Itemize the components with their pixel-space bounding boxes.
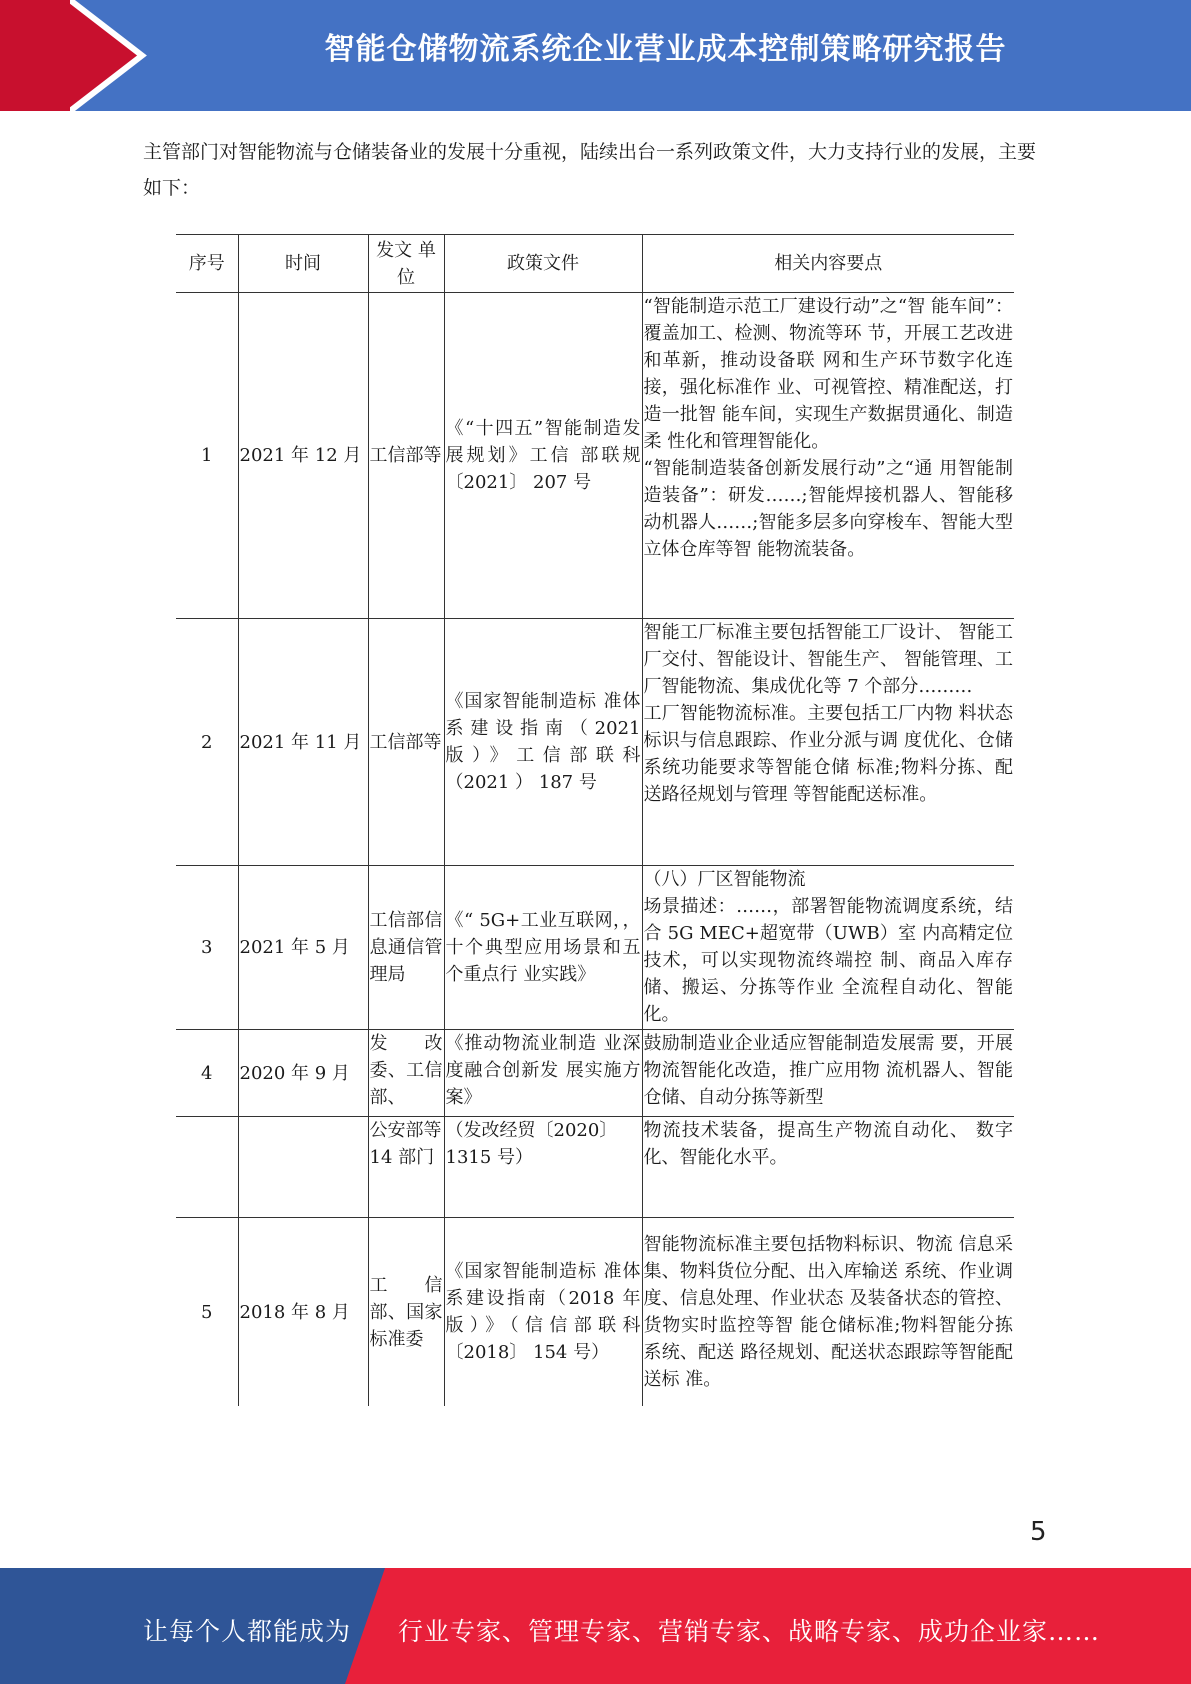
cell-unit: 工信部等	[368, 619, 444, 866]
points-para-1: “智能制造示范工厂建设行动”之“智 能车间”：覆盖加工、检测、物流等环 节，开展工艺改进和革新，推动设备联 网和生产环节数字化连接，强化标准作 业、可视管控、精准配送，打造一批智 能车间，实现生产数据贯通化、制造柔 性化和管理智能化。	[643, 296, 1013, 452]
report-title: 智能仓储物流系统企业营业成本控制策略研究报告	[324, 32, 1007, 67]
table-row	[176, 619, 1014, 866]
cell-time	[238, 1117, 368, 1218]
cell-unit: 发 改 委、工信部、	[368, 1030, 444, 1117]
table-row	[176, 1030, 1014, 1117]
cell-time: 2021 年 12 月	[238, 293, 368, 619]
cell-doc: 《推动物流业制造 业深度融合创新发 展实施方案》	[444, 1030, 642, 1117]
points-para-1: （八）厂区智能物流	[643, 869, 806, 890]
cell-unit: 公安部等 14 部门	[368, 1117, 444, 1218]
cell-doc: 《“ 5G+工业互联网，，十个典型应用场景和五个重点行 业实践》	[444, 866, 642, 1030]
table-row	[176, 1218, 1014, 1407]
col-header-points: 相关内容要点	[642, 235, 1014, 293]
header-banner	[0, 0, 1191, 111]
cell-points	[642, 866, 1014, 1030]
header-red-block	[0, 0, 70, 111]
col-header-time: 时间	[238, 235, 368, 293]
cell-no: 3	[176, 866, 238, 1030]
table-row	[176, 866, 1014, 1030]
cell-time: 2018 年 8 月	[238, 1218, 368, 1407]
cell-no: 5	[176, 1218, 238, 1407]
cell-unit: 工信部信息通信管理局	[368, 866, 444, 1030]
cell-no: 2	[176, 619, 238, 866]
cell-points	[642, 293, 1014, 619]
points-para-1: 智能工厂标准主要包括智能工厂设计、 智能工厂交付、智能设计、智能生产、 智能管理、工厂智能物流、集成优化等 7 个部分………	[643, 622, 1013, 697]
cell-unit: 工信部等	[368, 293, 444, 619]
intro-paragraph: 主管部门对智能物流与仓储装备业的发展十分重视，陆续出台一系列政策文件，大力支持行业的发展，主要如下：	[143, 141, 1037, 199]
cell-points: 鼓励制造业企业适应智能制造发展需 要，开展物流智能化改造，推广应用物 流机器人、智能仓储、自动分拣等新型	[642, 1030, 1014, 1117]
table-row	[176, 1117, 1014, 1218]
points-para-2: 场景描述：……，部署智能物流调度系统，结合 5G MEC+超宽带（UWB）室 内高精定位技术，可以实现物流终端控 制、商品入库存储、搬运、分拣等作业 全流程自动化、智能化。	[643, 896, 1013, 1025]
col-header-doc: 政策文件	[444, 235, 642, 293]
footer-banner	[0, 1568, 1191, 1684]
col-header-no: 序号	[176, 235, 238, 293]
footer-slogan-left: 让每个人都能成为	[143, 1617, 352, 1646]
cell-doc: （发改经贸〔2020〕 1315 号）	[444, 1117, 642, 1218]
page-number: 5	[1030, 1517, 1047, 1547]
cell-doc: 《国家智能制造标 准体系建设指南（2018 年版）》（信信部联科〔2018〕 154 号）	[444, 1218, 642, 1407]
policy-table	[176, 234, 1014, 1406]
col-header-unit: 发文 单位	[368, 235, 444, 293]
cell-doc: 《“十四五”智能制造发展规划》工信 部联规〔2021〕 207 号	[444, 293, 642, 619]
cell-no	[176, 1117, 238, 1218]
points-para-2: “智能制造装备创新发展行动”之“通 用智能制造装备”：研发……;智能焊接机器人、智能移动机器人……;智能多层多向穿梭车、智能大型立体仓库等智 能物流装备。	[643, 458, 1013, 560]
cell-no: 1	[176, 293, 238, 619]
cell-unit: 工 信 部、国家标准委	[368, 1218, 444, 1407]
cell-doc: 《国家智能制造标 准体系建设指南（2021 版）》工信部联科（2021 ） 187 号	[444, 619, 642, 866]
cell-time: 2021 年 5 月	[238, 866, 368, 1030]
cell-points: 物流技术装备，提高生产物流自动化、 数字化、智能化水平。	[642, 1117, 1014, 1218]
points-para-2: 工厂智能物流标准。主要包括工厂内物 料状态标识与信息跟踪、作业分派与调 度优化、仓储系统功能要求等智能仓储 标准;物料分拣、配送路径规划与管理 等智能配送标准。	[643, 703, 1013, 805]
cell-time: 2020 年 9 月	[238, 1030, 368, 1117]
cell-time: 2021 年 11 月	[238, 619, 368, 866]
cell-points	[642, 619, 1014, 866]
table-header-row	[176, 235, 1014, 293]
cell-points: 智能物流标准主要包括物料标识、物流 信息采集、物料货位分配、出入库输送 系统、作业调度、信息处理、作业状态 及装备状态的管控、货物实时监控等智 能仓储标准;物料智能分拣系统、配送 路径规划、配送状态跟踪等智能配送标 准。	[642, 1218, 1014, 1407]
cell-no: 4	[176, 1030, 238, 1117]
table-row	[176, 293, 1014, 619]
footer-slogan-right: 行业专家、管理专家、营销专家、战略专家、成功企业家……	[398, 1617, 1101, 1646]
header-chevron-icon	[70, 0, 150, 111]
